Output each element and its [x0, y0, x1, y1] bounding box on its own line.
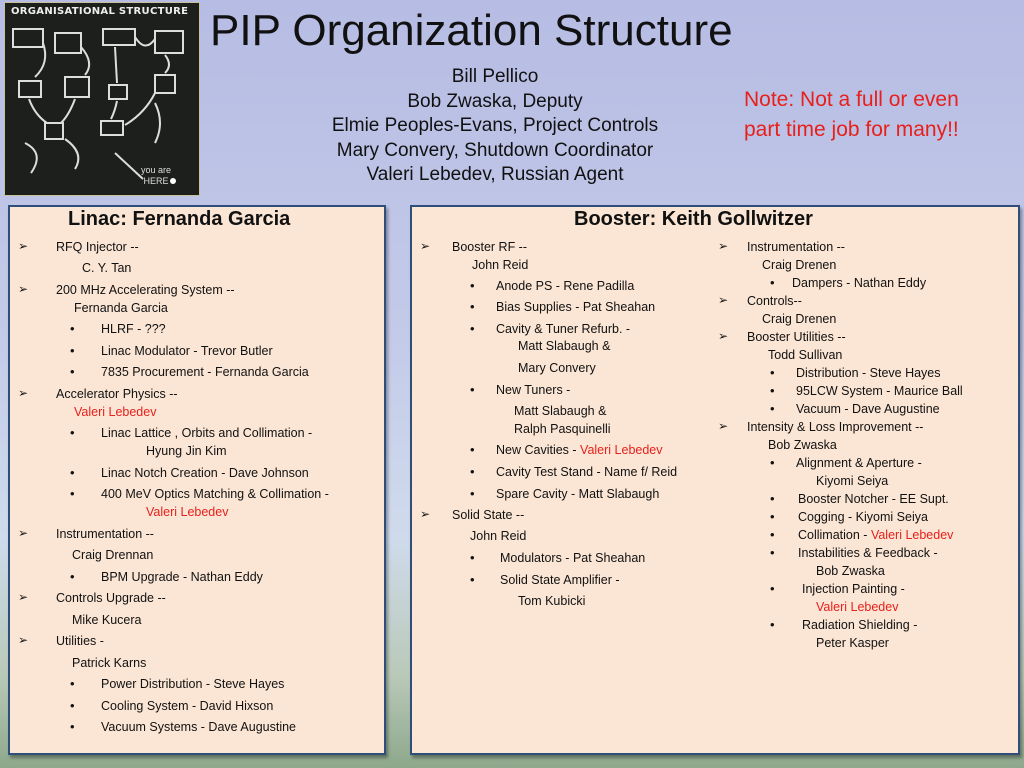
leader-line: Bob Zwaska, Deputy — [407, 90, 583, 112]
list-item — [101, 426, 312, 440]
list-item-text: Alignment & Aperture - — [796, 456, 922, 470]
thumbnail-footer — [141, 165, 171, 187]
dot-bullet-icon: • — [70, 343, 75, 358]
list-item — [796, 402, 940, 416]
note-line2: part time job for many!! — [744, 118, 959, 141]
list-item-text: Power Distribution - Steve Hayes — [101, 677, 285, 691]
leader-line: Bill Pellico — [451, 66, 539, 87]
list-item — [452, 240, 527, 254]
list-item-text: Craig Drennan — [72, 548, 154, 562]
list-item — [470, 529, 526, 543]
booster-title: Booster: Keith Gollwitzer — [574, 208, 813, 230]
dot-bullet-icon: • — [470, 278, 475, 293]
list-item — [796, 384, 963, 398]
list-item-text: Vacuum - Dave Augustine — [796, 402, 940, 416]
list-item — [802, 582, 905, 596]
list-item-text: Kiyomi Seiya — [816, 474, 889, 488]
dot-bullet-icon: • — [770, 527, 775, 542]
list-item-text: Mary Convery — [518, 361, 596, 375]
list-item-text: Anode PS - Rene Padilla — [496, 279, 635, 293]
list-item — [816, 564, 885, 578]
dot-bullet-icon: • — [470, 321, 475, 336]
list-item-text: Controls Upgrade -- — [56, 591, 166, 605]
dot-bullet-icon: • — [70, 465, 75, 480]
list-item — [146, 444, 227, 458]
list-item — [72, 656, 146, 670]
list-item — [452, 508, 524, 522]
list-item-text: Tom Kubicki — [518, 594, 586, 608]
list-item — [496, 487, 659, 501]
list-item — [101, 487, 329, 501]
dot-bullet-icon: • — [770, 581, 775, 596]
dot-bullet-icon: • — [470, 550, 475, 565]
booster-panel — [410, 205, 1020, 755]
list-item-text: Bob Zwaska — [768, 438, 837, 452]
list-item — [816, 474, 888, 488]
list-item — [101, 720, 296, 734]
list-item-text: Spare Cavity - Matt Slabaugh — [496, 487, 660, 501]
list-item-text: 7835 Procurement - Fernanda Garcia — [101, 365, 309, 379]
list-item — [514, 422, 611, 436]
list-item — [496, 300, 655, 314]
list-item-text: Modulators - Pat Sheahan — [500, 551, 646, 565]
list-item-text: Vacuum Systems - Dave Augustine — [101, 720, 296, 734]
leader-line: Valeri Lebedev, Russian Agent — [366, 164, 624, 185]
list-item-text: Injection Painting - — [802, 582, 905, 596]
list-item-text: Todd Sullivan — [768, 348, 843, 362]
list-item — [762, 312, 836, 326]
dot-bullet-icon: • — [770, 401, 775, 416]
list-item-text: Instrumentation -- — [747, 240, 845, 254]
list-item — [747, 240, 845, 254]
dot-bullet-icon: • — [70, 425, 75, 440]
arrow-bullet-icon: ➢ — [718, 293, 729, 307]
linac-panel — [8, 205, 386, 755]
list-item-text: New Tuners - — [496, 383, 571, 397]
list-item-text: Solid State -- — [452, 508, 525, 522]
thumbnail-title: ORGANISATIONAL STRUCTURE — [11, 6, 189, 17]
arrow-bullet-icon: ➢ — [718, 329, 729, 343]
dot-bullet-icon: • — [70, 698, 75, 713]
list-item — [747, 330, 846, 344]
list-item — [518, 594, 585, 608]
list-item-text: Valeri Lebedev — [74, 405, 157, 419]
arrow-bullet-icon: ➢ — [18, 526, 29, 540]
list-item — [496, 279, 634, 293]
list-item — [747, 420, 923, 434]
list-item-text: Patrick Karns — [72, 656, 147, 670]
list-item — [816, 636, 889, 650]
arrow-bullet-icon: ➢ — [18, 633, 29, 647]
list-item-text: Cavity Test Stand - Name f/ Reid — [496, 465, 678, 479]
list-item-text: Instabilities & Feedback - — [798, 546, 938, 560]
leader-line: Mary Convery, Shutdown Coordinator — [336, 139, 654, 161]
list-item-text: Craig Drenen — [762, 258, 837, 272]
dot-bullet-icon: • — [70, 569, 75, 584]
list-item-text: Linac Modulator - Trevor Butler — [101, 344, 273, 358]
org-structure-thumbnail — [4, 2, 200, 196]
list-item — [101, 699, 273, 713]
list-item-text: BPM Upgrade - Nathan Eddy — [101, 570, 263, 584]
list-item — [796, 366, 941, 380]
list-item — [518, 361, 596, 375]
list-item-text: Booster Notcher - EE Supt. — [798, 492, 949, 506]
list-item-text: Solid State Amplifier - — [500, 573, 620, 587]
dot-bullet-icon: • — [770, 365, 775, 380]
arrow-bullet-icon: ➢ — [718, 419, 729, 433]
highlighted-name: Valeri Lebedev — [580, 443, 663, 457]
leadership-list — [280, 65, 710, 188]
arrow-bullet-icon: ➢ — [718, 239, 729, 253]
list-item-text: Distribution - Steve Hayes — [796, 366, 941, 380]
list-item-text: Booster Utilities -- — [747, 330, 846, 344]
list-item-text: RFQ Injector -- — [56, 240, 139, 254]
list-item — [472, 258, 528, 272]
list-item — [496, 443, 663, 457]
list-item-text: Bias Supplies - Pat Sheahan — [496, 300, 656, 314]
list-item-text: Controls-- — [747, 294, 802, 308]
list-item — [792, 276, 926, 290]
list-item — [500, 551, 645, 565]
arrow-bullet-icon: ➢ — [18, 282, 29, 296]
list-item — [496, 465, 677, 479]
list-item-text: Fernanda Garcia — [74, 301, 168, 315]
linac-title: Linac: Fernanda Garcia — [68, 208, 291, 230]
list-item-text: Dampers - Nathan Eddy — [792, 276, 927, 290]
arrow-bullet-icon: ➢ — [18, 239, 29, 253]
thumbnail-footer-line1: you are — [140, 165, 171, 175]
list-item — [768, 438, 837, 452]
list-item — [146, 505, 228, 519]
list-item — [798, 528, 953, 542]
list-item — [56, 634, 104, 648]
list-item — [101, 365, 309, 379]
list-item-text: Utilities - — [56, 634, 104, 648]
list-item — [101, 322, 166, 336]
list-item-text: Cogging - Kiyomi Seiya — [798, 510, 928, 524]
dot-bullet-icon: • — [770, 509, 775, 524]
list-item-text: Radiation Shielding - — [802, 618, 918, 632]
list-item-text: HLRF - ??? — [101, 322, 166, 336]
list-item-text: Matt Slabaugh & — [518, 339, 611, 353]
arrow-bullet-icon: ➢ — [18, 590, 29, 604]
list-item — [56, 240, 139, 254]
list-item — [496, 322, 630, 336]
dot-bullet-icon: • — [470, 486, 475, 501]
dot-bullet-icon: • — [70, 486, 75, 501]
list-item-text: Bob Zwaska — [816, 564, 885, 578]
arrow-bullet-icon: ➢ — [18, 386, 29, 400]
list-item-text: Hyung Jin Kim — [146, 444, 227, 458]
list-item-text: 200 MHz Accelerating System -- — [56, 283, 235, 297]
list-item — [496, 383, 570, 397]
dot-bullet-icon: • — [470, 464, 475, 479]
list-item-text: Cooling System - David Hixson — [101, 699, 274, 713]
dot-bullet-icon: • — [470, 299, 475, 314]
list-item — [82, 261, 131, 275]
list-item-text: Valeri Lebedev — [146, 505, 229, 519]
list-item — [514, 404, 606, 418]
arrow-bullet-icon: ➢ — [420, 239, 431, 253]
list-item-text: Accelerator Physics -- — [56, 387, 178, 401]
list-item — [747, 294, 802, 308]
note-line1: Note: Not a full or even — [744, 88, 959, 111]
list-item — [74, 301, 168, 315]
dot-bullet-icon: • — [470, 382, 475, 397]
list-item — [101, 677, 284, 691]
list-item-text: John Reid — [472, 258, 529, 272]
list-item-text: Mike Kucera — [72, 613, 142, 627]
dot-bullet-icon: • — [770, 455, 775, 470]
list-item — [101, 570, 263, 584]
thumbnail-footer-line2: HERE — [143, 176, 169, 186]
list-item — [798, 492, 949, 506]
list-item-text: 400 MeV Optics Matching & Collimation - — [101, 487, 329, 501]
leader-line: Elmie Peoples-Evans, Project Controls — [331, 115, 659, 136]
list-item — [796, 456, 922, 470]
dot-bullet-icon: • — [70, 364, 75, 379]
list-item-text: C. Y. Tan — [82, 261, 132, 275]
list-item-text: Collimation - — [798, 528, 871, 542]
note-text — [744, 85, 1014, 145]
list-item — [762, 258, 836, 272]
list-item — [56, 387, 178, 401]
list-item — [56, 591, 166, 605]
list-item-text: Ralph Pasquinelli — [514, 422, 611, 436]
list-item-text: Booster RF -- — [452, 240, 528, 254]
list-item-text: Matt Slabaugh & — [514, 404, 607, 418]
arrow-bullet-icon: ➢ — [420, 507, 431, 521]
list-item — [72, 548, 153, 562]
dot-bullet-icon: • — [470, 572, 475, 587]
list-item-text: 95LCW System - Maurice Ball — [796, 384, 963, 398]
list-item — [518, 339, 610, 353]
list-item — [101, 466, 309, 480]
highlighted-name: Valeri Lebedev — [870, 528, 954, 542]
dot-bullet-icon: • — [770, 383, 775, 398]
list-item — [500, 573, 620, 587]
dot-bullet-icon: • — [470, 442, 475, 457]
list-item-text: John Reid — [470, 529, 527, 543]
list-item — [802, 618, 917, 632]
dot-bullet-icon: • — [70, 676, 75, 691]
dot-bullet-icon: • — [770, 545, 775, 560]
list-item — [56, 527, 154, 541]
highlighted-name: Valeri Lebedev — [816, 600, 899, 614]
dot-bullet-icon: • — [770, 491, 775, 506]
list-item-text: New Cavities - — [496, 443, 581, 457]
list-item-text: Peter Kasper — [816, 636, 889, 650]
list-item-text: Linac Lattice , Orbits and Collimation - — [101, 426, 313, 440]
slide-title: PIP Organization Structure — [210, 6, 733, 55]
list-item-text: Instrumentation -- — [56, 527, 154, 541]
list-item — [101, 344, 273, 358]
list-item-text: Cavity & Tuner Refurb. - — [496, 322, 631, 336]
dot-bullet-icon: • — [70, 321, 75, 336]
list-item — [72, 613, 141, 627]
list-item — [816, 600, 898, 614]
list-item — [56, 283, 235, 297]
dot-bullet-icon: • — [770, 617, 775, 632]
list-item-text: Linac Notch Creation - Dave Johnson — [101, 466, 309, 480]
dot-bullet-icon: • — [770, 275, 775, 290]
list-item-text: Craig Drenen — [762, 312, 837, 326]
list-item — [798, 546, 938, 560]
list-item-text: Intensity & Loss Improvement -- — [747, 420, 924, 434]
list-item — [798, 510, 928, 524]
list-item — [74, 405, 156, 419]
list-item — [768, 348, 842, 362]
dot-bullet-icon: • — [70, 719, 75, 734]
